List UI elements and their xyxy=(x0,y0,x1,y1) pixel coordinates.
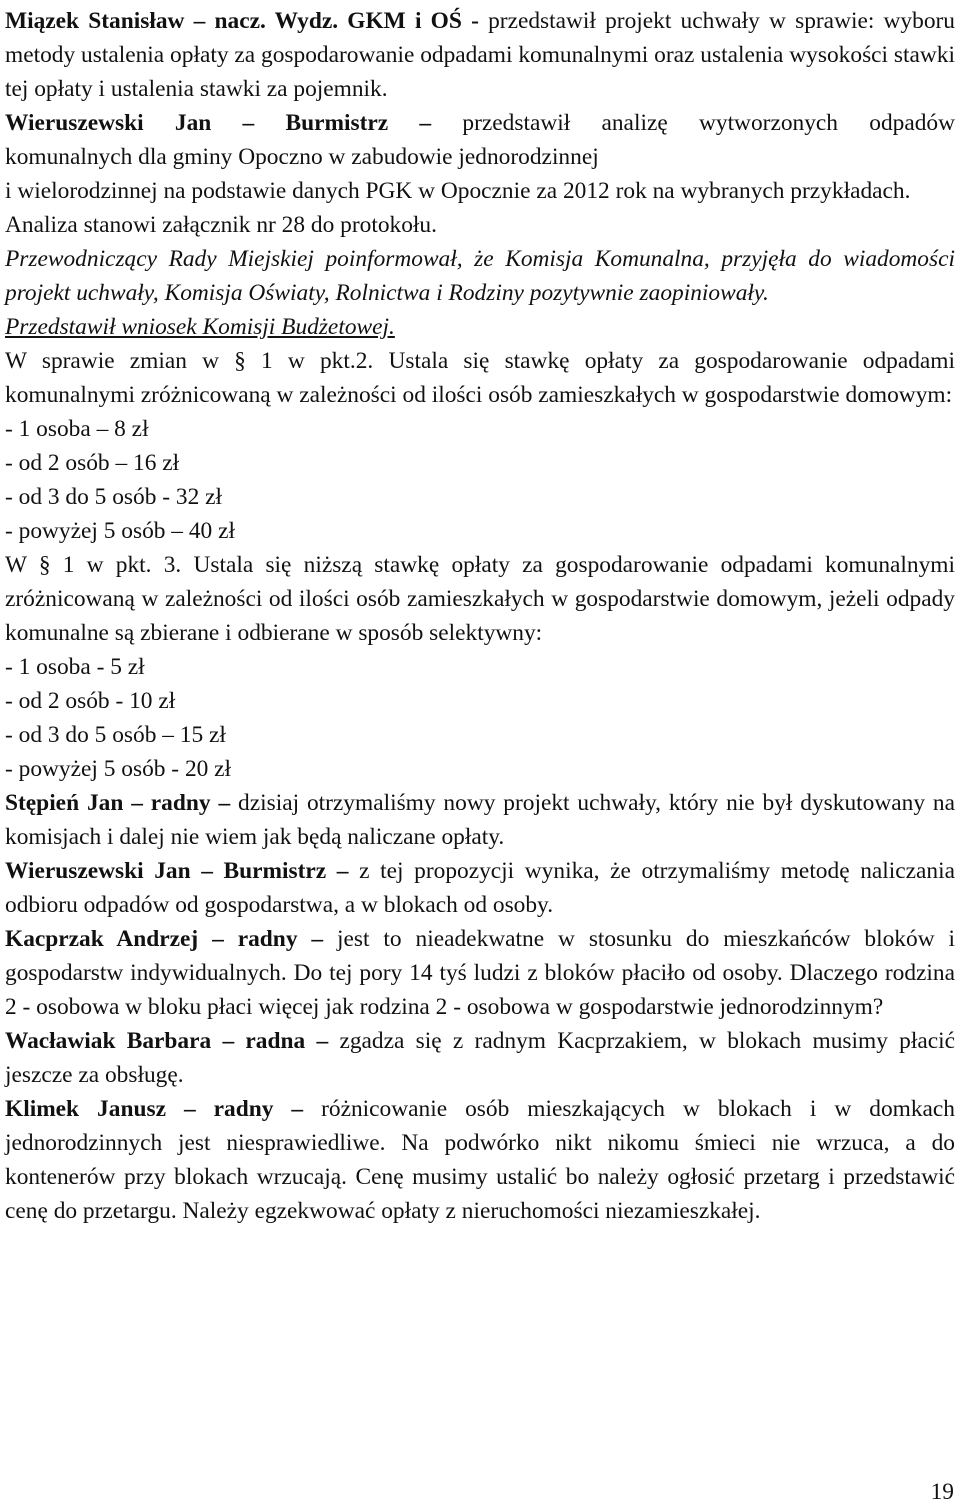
rate-item: - od 2 osób – 16 zł xyxy=(5,450,180,476)
speaker-miazek: Miązek Stanisław – nacz. Wydz. GKM i OŚ - xyxy=(5,8,479,34)
speaker-wieruszewski-reply: Wieruszewski Jan – Burmistrz – xyxy=(5,858,349,884)
paragraph-kacprzak xyxy=(5,922,955,1024)
amendment-pkt2-lead: W sprawie zmian w § 1 w pkt.2. xyxy=(5,348,374,374)
amendment-pkt3-lead: W § 1 w pkt. 3. xyxy=(5,552,182,578)
speaker-klimek: Klimek Janusz – radny – xyxy=(5,1096,304,1122)
paragraph-waclawiak xyxy=(5,1024,955,1092)
chairman-statement: Przewodniczący Rady Miejskiej poinformował, że Komisja Komunalna, przyjęła do wiadomości projekt uchwały, Komisja Oświaty, Rolnictwa i Rodziny pozytywnie zaopiniowały. xyxy=(5,246,955,306)
budget-commission-motion: Przedstawił wniosek Komisji Budżetowej. xyxy=(5,314,395,340)
rate-item: - powyżej 5 osób – 40 zł xyxy=(5,518,235,544)
statement-waclawiak: zgadza się z radnym Kacprzakiem, w blokach musimy płacić jeszcze za obsługę. xyxy=(5,1028,956,1088)
page-number: 19 xyxy=(930,1479,954,1505)
statement-kacprzak: jest to nieadekwatne w stosunku do mieszkańców bloków i gospodarstw indywidualnych. Do tej pory 14 tyś ludzi z bloków płaciło od osoby. Dlaczego rodzina 2 - osobowa w bloku płaci więcej jak rodzina 2 - osobowa w gospodarstwie jednorodzinnym? xyxy=(5,926,955,1020)
analysis-line-3: i wielorodzinnej na podstawie danych PGK w Opocznie za 2012 rok na wybranych przykładach. xyxy=(5,178,911,204)
speaker-stepien: Stępień Jan – radny – xyxy=(5,790,231,816)
statement-stepien: dzisiaj otrzymaliśmy nowy projekt uchwały, który nie był dyskutowany na komisjach i dalej nie wiem jak będą naliczane opłaty. xyxy=(5,790,955,850)
statement-klimek: różnicowanie osób mieszkających w blokach i w domkach jednorodzinnych jest niesprawiedliwe. Na podwórko nikt nikomu śmieci nie wrzuca, a do kontenerów przy blokach wrzucają. Cenę musimy ustalić bo należy ogłosić przetarg i przedstawić cenę do przetargu. Należy egzekwować opłaty z nieruchomości niezamieszkałej. xyxy=(5,1096,955,1224)
speaker-kacprzak: Kacprzak Andrzej – radny – xyxy=(5,926,324,952)
rate-item: - od 2 osób - 10 zł xyxy=(5,688,176,714)
speaker-waclawiak: Wacławiak Barbara – radna – xyxy=(5,1028,329,1054)
amendment-pkt2-text: Ustala się stawkę opłaty za gospodarowanie odpadami komunalnymi zróżnicowaną w zależności od ilości osób zamieszkałych w gospodarstwie domowym: xyxy=(5,348,956,408)
paragraph-wieruszewski-reply xyxy=(5,854,955,922)
rate-item: - 1 osoba – 8 zł xyxy=(5,416,149,442)
statement-wieruszewski-reply: z tej propozycji wynika, że otrzymaliśmy metodę naliczania odbioru odpadów od gospodarstwa, a w blokach od osoby. xyxy=(5,858,956,918)
paragraph-wieruszewski-analysis xyxy=(5,106,955,208)
analysis-line-1: Wieruszewski Jan – Burmistrz – przedstawił analizę wytworzonych odpadów xyxy=(5,110,956,136)
amendment-pkt3-text: Ustala się niższą stawkę opłaty za gospodarowanie odpadami komunalnymi zróżnicowaną w zależności od ilości osób zamieszkałych w gospodarstwie domowym, jeżeli odpady komunalne są zbierane i odbierane w sposób selektywny: xyxy=(5,552,955,646)
document-page xyxy=(5,4,955,1228)
paragraph-miazek xyxy=(5,4,955,106)
analysis-line-2: komunalnych dla gminy Opoczno w zabudowie jednorodzinnej xyxy=(5,144,599,170)
rate-item: - od 3 do 5 osób – 15 zł xyxy=(5,722,226,748)
rate-item: - powyżej 5 osób - 20 zł xyxy=(5,756,232,782)
paragraph-stepien xyxy=(5,786,955,854)
amendment-pkt3 xyxy=(5,548,955,786)
attachment-note: Analiza stanowi załącznik nr 28 do protokołu. xyxy=(5,212,437,238)
paragraph-klimek xyxy=(5,1092,955,1228)
amendment-pkt2 xyxy=(5,344,955,548)
statement-miazek: przedstawił projekt uchwały w sprawie: wyboru metody ustalenia opłaty za gospodarowanie odpadami komunalnymi oraz ustalenia wysokości stawki tej opłaty i ustalenia stawki za pojemnik. xyxy=(5,8,956,102)
rate-item: - 1 osoba - 5 zł xyxy=(5,654,145,680)
speaker-wieruszewski: Wieruszewski Jan – Burmistrz – xyxy=(5,110,432,136)
rate-item: - od 3 do 5 osób - 32 zł xyxy=(5,484,222,510)
